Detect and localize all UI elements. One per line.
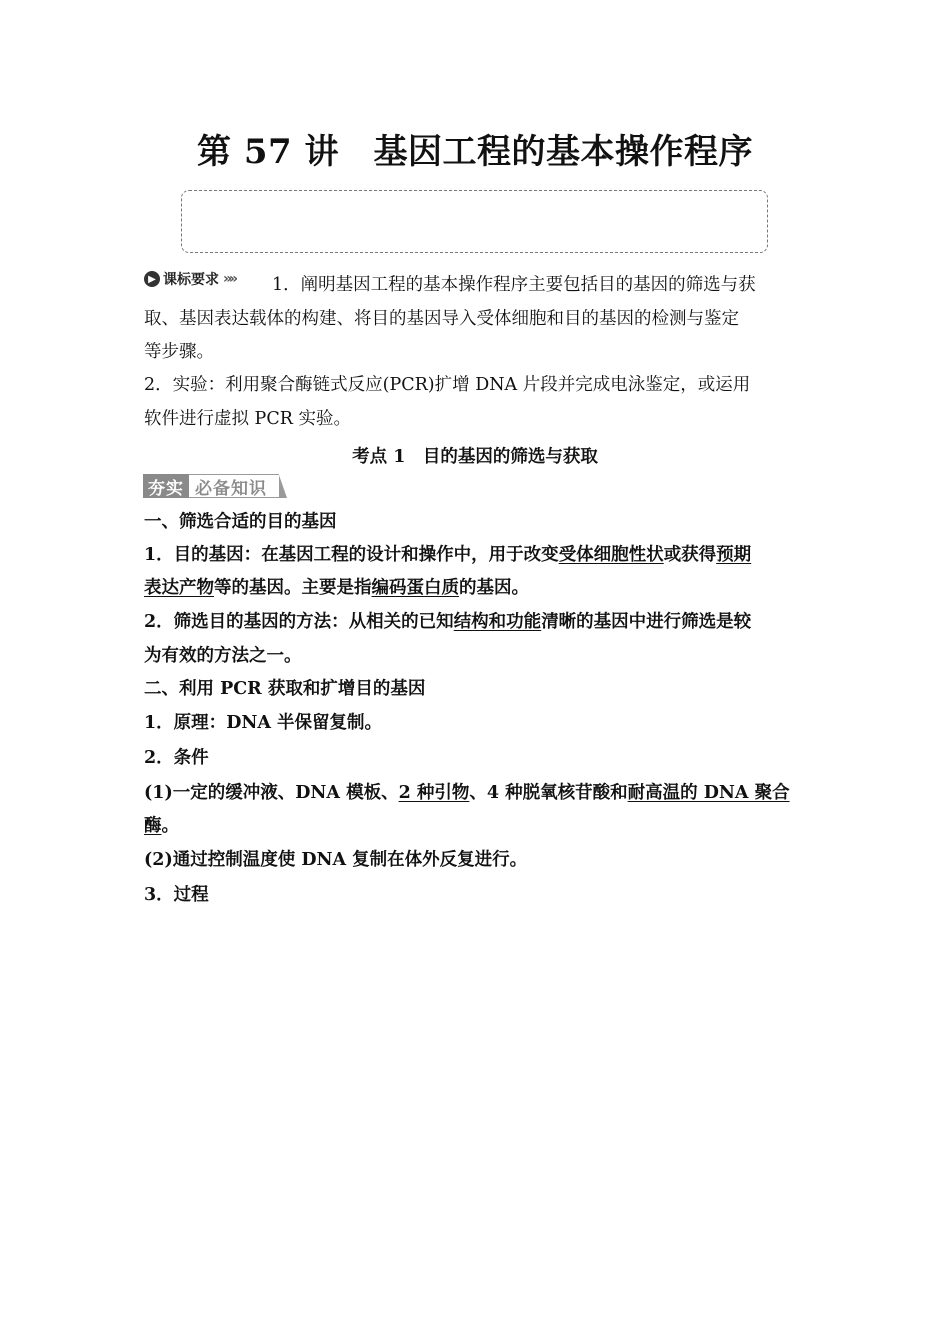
essential-knowledge-badge [143, 474, 279, 498]
cond1-text-b: 、4 种脱氧核苷酸和 [469, 783, 628, 803]
requirement-item1-line2: 取、基因表达载体的构建、将目的基因导入受体细胞和目的基因的检测与鉴定 [144, 309, 739, 329]
principle-text: DNA 半保留复制。 [226, 713, 383, 733]
section1-heading: 一、筛选合适的目的基因 [144, 512, 337, 532]
curriculum-requirements-badge [144, 268, 235, 290]
p2-text-a: 从相关的已知 [348, 612, 454, 632]
requirement-item2-line1: 2．实验：利用聚合酶链式反应(PCR)扩增 DNA 片段并完成电泳鉴定，或运用 [144, 375, 751, 395]
p1-text-b: 或获得 [663, 545, 717, 565]
p1-text-a: 在基因工程的设计和操作中，用于改变 [261, 545, 559, 565]
page-title: 第 57 讲 基因工程的基本操作程序 [197, 132, 753, 172]
p1-underline-expected-b: 表达产物 [144, 578, 214, 598]
requirement-item1-line1: 1．阐明基因工程的基本操作程序主要包括目的基因的筛选与获 [272, 275, 756, 295]
condition2-line: (2)通过控制温度使 DNA 复制在体外反复进行。 [144, 850, 528, 870]
p2-text-b: 清晰的基因中进行筛选是较 [541, 612, 752, 632]
badge-part2: 必备知识 [189, 474, 279, 498]
badge-part1: 夯实 [143, 474, 189, 498]
section1-p1-line1 [144, 544, 751, 566]
dashed-empty-box [181, 190, 768, 253]
p1-underline-encode-protein: 编码蛋白质 [371, 578, 459, 598]
principle-label: 1．原理： [144, 713, 227, 733]
p1-underline-expected-a: 预期 [716, 545, 752, 565]
p2-label: 2．筛选目的基因的方法： [144, 612, 349, 632]
topic-title: 考点 1 目的基因的筛选与获取 [352, 447, 598, 467]
section2-heading: 二、利用 PCR 获取和扩增目的基因 [144, 679, 426, 699]
condition1-line1 [144, 782, 790, 804]
p1-underline-receptor-traits: 受体细胞性状 [558, 545, 664, 565]
section1-p2-line1 [144, 611, 751, 633]
p1-text-d: 的基因。 [459, 578, 529, 598]
condition1-line2 [144, 815, 179, 837]
process-label: 3．过程 [144, 885, 209, 905]
requirement-item2-line2: 软件进行虚拟 PCR 实验。 [144, 409, 351, 429]
requirement-item1-line3: 等步骤。 [144, 342, 214, 362]
cond1-underline-primers: 2 种引物 [398, 783, 470, 803]
cond1-text-c: 。 [161, 816, 179, 836]
p1-label: 1．目的基因： [144, 545, 262, 565]
section1-p2-line2: 为有效的方法之一。 [144, 646, 302, 666]
double-chevron-right-icon: »» [223, 271, 236, 287]
cond1-underline-polymerase-b: 酶 [144, 816, 162, 836]
cond1-text-a: (1)一定的缓冲液、DNA 模板、 [144, 783, 399, 803]
play-arrow-icon: ▶ [144, 271, 160, 287]
cond1-underline-polymerase-a: 耐高温的 DNA 聚合 [627, 783, 790, 803]
p1-text-c: 等的基因。主要是指 [214, 578, 372, 598]
principle-line [144, 712, 382, 734]
section1-p1-line2 [144, 577, 529, 599]
badge-label: 课标要求 [163, 272, 219, 288]
conditions-label: 2．条件 [144, 748, 209, 768]
p2-underline-structure-function: 结构和功能 [453, 612, 542, 632]
